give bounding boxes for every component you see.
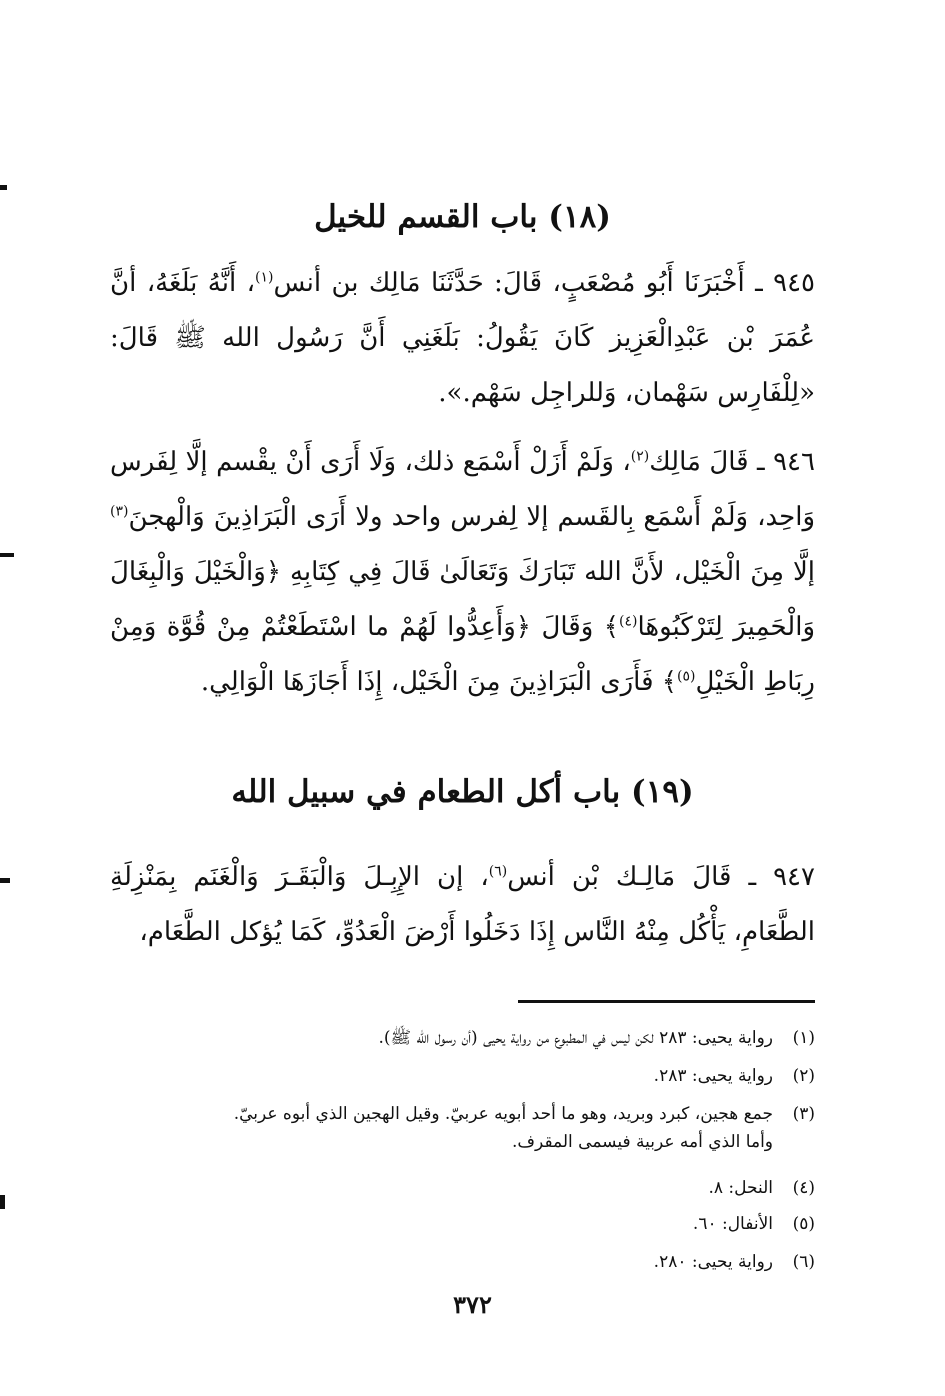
footnote: (٤)النحل: ٨. bbox=[110, 1174, 815, 1202]
hadith-number: ٩٤٧ bbox=[773, 862, 815, 892]
footnote-ref: (٢) bbox=[630, 448, 650, 465]
hadith-paragraph: ٩٤٦ ـ قَالَ مَالِك$^{(٢)}$، وَلَمْ أَزَلْ أَسْمَع ذلك، وَلَا أَرَى أَنْ يقْسم إلَّا لِفَرس وَاحِد، وَلَمْ أَسْمَع بِالقَسم إلا لِفرس واحد ولا أَرَى الْبَرَاذِينَ وَالْهجنَ$^{(٣)}$ إلَّا مِنَ الْخَيْل، لأَنَّ الله تَبَارَكَ وَتَعَالَىٰ قَالَ فِي كِتَابِهِ ﴿وَالْخَيْلَ وَالْبِغَالَ وَالْحَمِيرَ لِتَرْكَبُوهَا$^{(٤)}$﴾ وَقَالَ ﴿وَأَعِدُّوا لَهُمْ ما اسْتَطَعْتُمْ مِنْ قُوَّة وَمِنْ رِبَاطِ الْخَيْلِ$^{(٥)}$﴾ فَأَرَى الْبَرَاذِينَ مِنَ الْخَيْل، إِذَا أَجَازَهَا الْوَالِي. bbox=[110, 447, 816, 697]
footnote: (٣)جمع هجين، كبرد وبريد، وهو ما أحد أبويه عربيّ. وقيل الهجين الذي أبوه عربيّ. وأما الذي أمه عربية فيسمى المقرف. bbox=[110, 1100, 815, 1156]
margin-mark bbox=[0, 878, 10, 883]
footnote-number: (٣) bbox=[792, 1104, 815, 1124]
footnote-ref: (٣) bbox=[110, 503, 129, 520]
footnote: (٢)رواية يحيى: ٢٨٣. bbox=[110, 1062, 815, 1090]
hadith-number: ٩٤٥ bbox=[773, 268, 816, 298]
footnote: (٥)الأنفال: ٦٠. bbox=[110, 1210, 815, 1238]
footnote-number: (٤) bbox=[792, 1178, 815, 1198]
footnote-number: (١) bbox=[792, 1028, 815, 1048]
footnote: (٦)رواية يحيى: ٢٨٠. bbox=[110, 1248, 815, 1276]
footnote-number: (٥) bbox=[792, 1214, 815, 1234]
section-heading: (١٨) باب القسم للخيل bbox=[314, 199, 611, 235]
footnote-ref: (٤) bbox=[618, 613, 638, 630]
footnote-number: (٢) bbox=[792, 1066, 815, 1086]
hadith-paragraph: ٩٤٥ ـ أَخْبَرَنَا أَبُو مُصْعَبٍ، قَالَ: حَدَّثَنَا مَالِك بن أنس$^{(١)}$، أَنَّهُ بَلَغَهُ، أنَّ عُمَرَ بْن عَبْدِالْعَزِيز كَانَ يَقُولُ: بَلَغَنِي أَنَّ رَسُول الله ﷺ قَالَ: «لِلْفَارِس سَهْمان، وَللراجِل سَهْم.». bbox=[110, 268, 816, 408]
page-number: ٣٧٢ bbox=[453, 1290, 492, 1319]
section-heading: (١٩) باب أكل الطعام في سبيل الله bbox=[231, 774, 694, 810]
margin-mark bbox=[0, 185, 7, 190]
footnote-ref: (١) bbox=[255, 269, 274, 286]
margin-mark bbox=[0, 1195, 5, 1209]
footnote-number: (٦) bbox=[792, 1252, 815, 1272]
footnote-separator bbox=[518, 1000, 815, 1003]
footnote: (١)رواية يحيى: ٢٨٣ لكن ليس في المطبوع من رواية يحيى (أن رسول الله ﷺ). bbox=[110, 1024, 815, 1052]
footnote-ref: (٦) bbox=[488, 863, 508, 880]
margin-mark bbox=[0, 553, 14, 557]
hadith-number: ٩٤٦ bbox=[773, 447, 815, 477]
footnote-ref: (٥) bbox=[677, 668, 696, 685]
hadith-paragraph: ٩٤٧ ـ قَالَ مَالِـك بْن أنس$^{(٦)}$، إن الإِبِـلَ وَالْبَقَـرَ وَالْغَنَم بِمَنْزِلَةِ الطَّعَامِ، يَأْكُل مِنْهُ النَّاس إِذَا دَخَلُوا أَرْضَ الْعَدُوِّ، كَمَا يُؤكل الطَّعَام، bbox=[110, 862, 815, 947]
